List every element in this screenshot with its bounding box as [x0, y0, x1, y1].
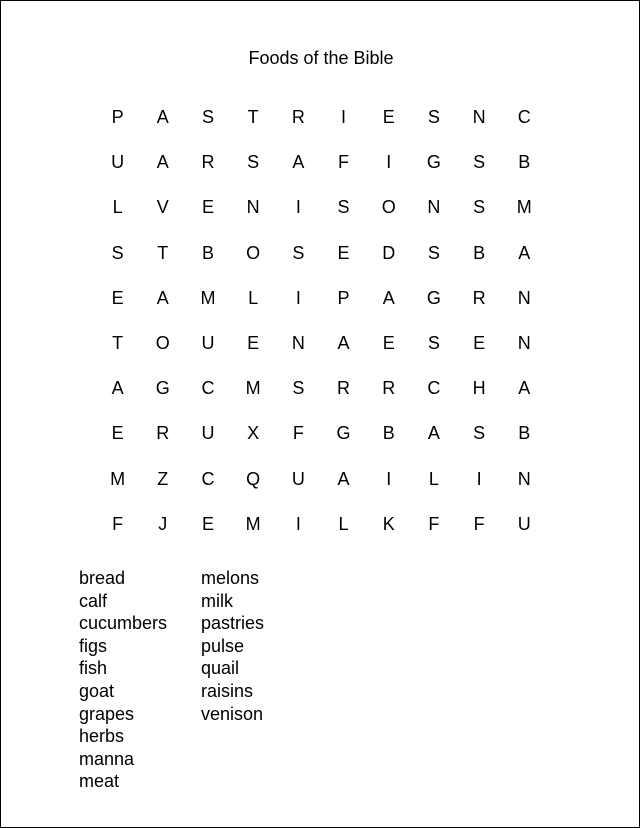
grid-cell: S	[427, 332, 440, 353]
grid-cell: A	[337, 332, 350, 353]
grid-row	[95, 466, 547, 511]
grid-cell: U	[201, 423, 215, 444]
word-list-item: figs	[79, 635, 108, 656]
grid-cell: V	[156, 197, 169, 218]
grid-cell: A	[518, 378, 531, 399]
word-list-item: manna	[79, 748, 135, 769]
word-list-item: herbs	[79, 726, 125, 747]
grid-row	[95, 330, 547, 375]
grid-cell: I	[295, 513, 301, 534]
word-list-item: grapes	[79, 703, 135, 724]
grid-cell: R	[201, 152, 215, 173]
grid-cell: R	[382, 378, 396, 399]
grid-cell: U	[111, 152, 125, 173]
word-list-item: calf	[79, 590, 108, 611]
grid-cell: C	[201, 468, 215, 489]
grid-cell: M	[245, 378, 261, 399]
word-list-item: pulse	[201, 635, 245, 656]
grid-cell: A	[156, 152, 169, 173]
grid-cell: O	[246, 242, 261, 263]
grid-cell: M	[110, 468, 126, 489]
grid-cell: A	[156, 107, 169, 127]
grid-cell: E	[337, 242, 350, 263]
letter-grid	[95, 104, 547, 556]
grid-cell: I	[476, 468, 482, 489]
grid-cell: G	[155, 378, 170, 399]
grid-cell: S	[473, 152, 486, 173]
grid-cell: N	[427, 197, 441, 218]
grid-cell: S	[337, 197, 350, 218]
grid-cell: N	[517, 468, 531, 489]
grid-cell: S	[427, 242, 440, 263]
grid-cell: B	[518, 152, 531, 173]
grid-cell: S	[427, 107, 440, 127]
word-list-item: quail	[201, 658, 240, 679]
grid-cell: F	[473, 513, 485, 534]
grid-cell: E	[111, 423, 124, 444]
grid-cell: D	[382, 242, 396, 263]
grid-cell: E	[382, 107, 395, 127]
grid-cell: B	[201, 242, 214, 263]
grid-row	[95, 194, 547, 239]
word-list-item: cucumbers	[79, 613, 168, 634]
grid-cell: S	[292, 242, 305, 263]
grid-cell: F	[338, 152, 350, 173]
grid-cell: J	[158, 513, 168, 534]
grid-cell: N	[517, 287, 531, 308]
grid-cell: C	[201, 378, 215, 399]
grid-cell: U	[517, 513, 531, 534]
grid-row	[95, 149, 547, 194]
word-list-item: raisins	[201, 680, 254, 701]
grid-cell: E	[473, 332, 486, 353]
grid-cell: L	[338, 513, 349, 534]
word-list-item: pastries	[201, 613, 265, 634]
grid-cell: G	[426, 152, 441, 173]
word-list-item: melons	[201, 568, 260, 588]
grid-cell: G	[336, 423, 351, 444]
grid-cell: S	[292, 378, 305, 399]
grid-cell: S	[247, 152, 260, 173]
grid-cell: A	[382, 287, 395, 308]
grid-cell: O	[381, 197, 396, 218]
grid-cell: M	[516, 197, 532, 218]
grid-cell: B	[518, 423, 531, 444]
word-list-column-1	[79, 567, 167, 793]
grid-cell: F	[292, 423, 304, 444]
grid-cell: R	[291, 107, 305, 127]
grid-cell: F	[428, 513, 440, 534]
grid-cell: N	[472, 107, 486, 127]
grid-row	[95, 240, 547, 285]
grid-cell: A	[427, 423, 440, 444]
grid-cell: P	[337, 287, 350, 308]
grid-cell: E	[201, 513, 214, 534]
grid-cell: E	[247, 332, 260, 353]
grid-cell: L	[112, 197, 123, 218]
grid-cell: A	[337, 468, 350, 489]
grid-cell: O	[155, 332, 170, 353]
grid-cell: A	[292, 152, 305, 173]
grid-cell: B	[382, 423, 395, 444]
grid-cell: A	[111, 378, 124, 399]
word-list-item: venison	[201, 703, 264, 724]
grid-cell: X	[247, 423, 260, 444]
grid-cell: C	[517, 107, 531, 127]
word-list-item: goat	[79, 680, 115, 701]
grid-cell: N	[246, 197, 260, 218]
grid-cell: M	[245, 513, 261, 534]
page-title: Foods of the Bible	[248, 48, 394, 68]
grid-cell: N	[517, 332, 531, 353]
grid-cell: E	[382, 332, 395, 353]
grid-cell: Q	[246, 468, 261, 489]
grid-cell: S	[111, 242, 124, 263]
grid-cell: K	[382, 513, 395, 534]
grid-cell: I	[295, 197, 301, 218]
grid-cell: S	[473, 423, 486, 444]
grid-cell: H	[472, 378, 486, 399]
grid-cell: A	[156, 287, 169, 308]
word-list-item: fish	[79, 658, 108, 679]
grid-cell: U	[201, 332, 215, 353]
grid-cell: N	[291, 332, 305, 353]
grid-cell: G	[426, 287, 441, 308]
word-list-item: milk	[201, 590, 233, 611]
word-list-column-2	[201, 567, 264, 725]
grid-cell: R	[156, 423, 170, 444]
grid-cell: M	[200, 287, 216, 308]
grid-cell: A	[518, 242, 531, 263]
word-list-item: bread	[79, 568, 126, 588]
grid-cell: B	[473, 242, 486, 263]
grid-cell: L	[428, 468, 439, 489]
grid-cell: S	[473, 197, 486, 218]
grid-row	[95, 375, 547, 420]
grid-cell: I	[341, 107, 347, 127]
grid-cell: R	[472, 287, 486, 308]
grid-cell: I	[386, 152, 392, 173]
grid-cell: T	[112, 332, 124, 353]
grid-cell: U	[291, 468, 305, 489]
grid-cell: T	[157, 242, 169, 263]
grid-cell: I	[295, 287, 301, 308]
grid-cell: L	[248, 287, 259, 308]
grid-cell: T	[247, 107, 259, 127]
grid-cell: Z	[157, 468, 169, 489]
grid-row	[95, 511, 547, 556]
grid-cell: E	[201, 197, 214, 218]
grid-cell: E	[111, 287, 124, 308]
grid-cell: F	[112, 513, 124, 534]
grid-cell: C	[427, 378, 441, 399]
grid-row	[95, 420, 547, 465]
word-list-item: meat	[79, 771, 120, 792]
grid-cell: R	[337, 378, 351, 399]
grid-cell: P	[111, 107, 124, 127]
grid-cell: S	[201, 107, 214, 127]
grid-cell: I	[386, 468, 392, 489]
grid-row	[95, 285, 547, 330]
grid-row	[95, 104, 547, 149]
